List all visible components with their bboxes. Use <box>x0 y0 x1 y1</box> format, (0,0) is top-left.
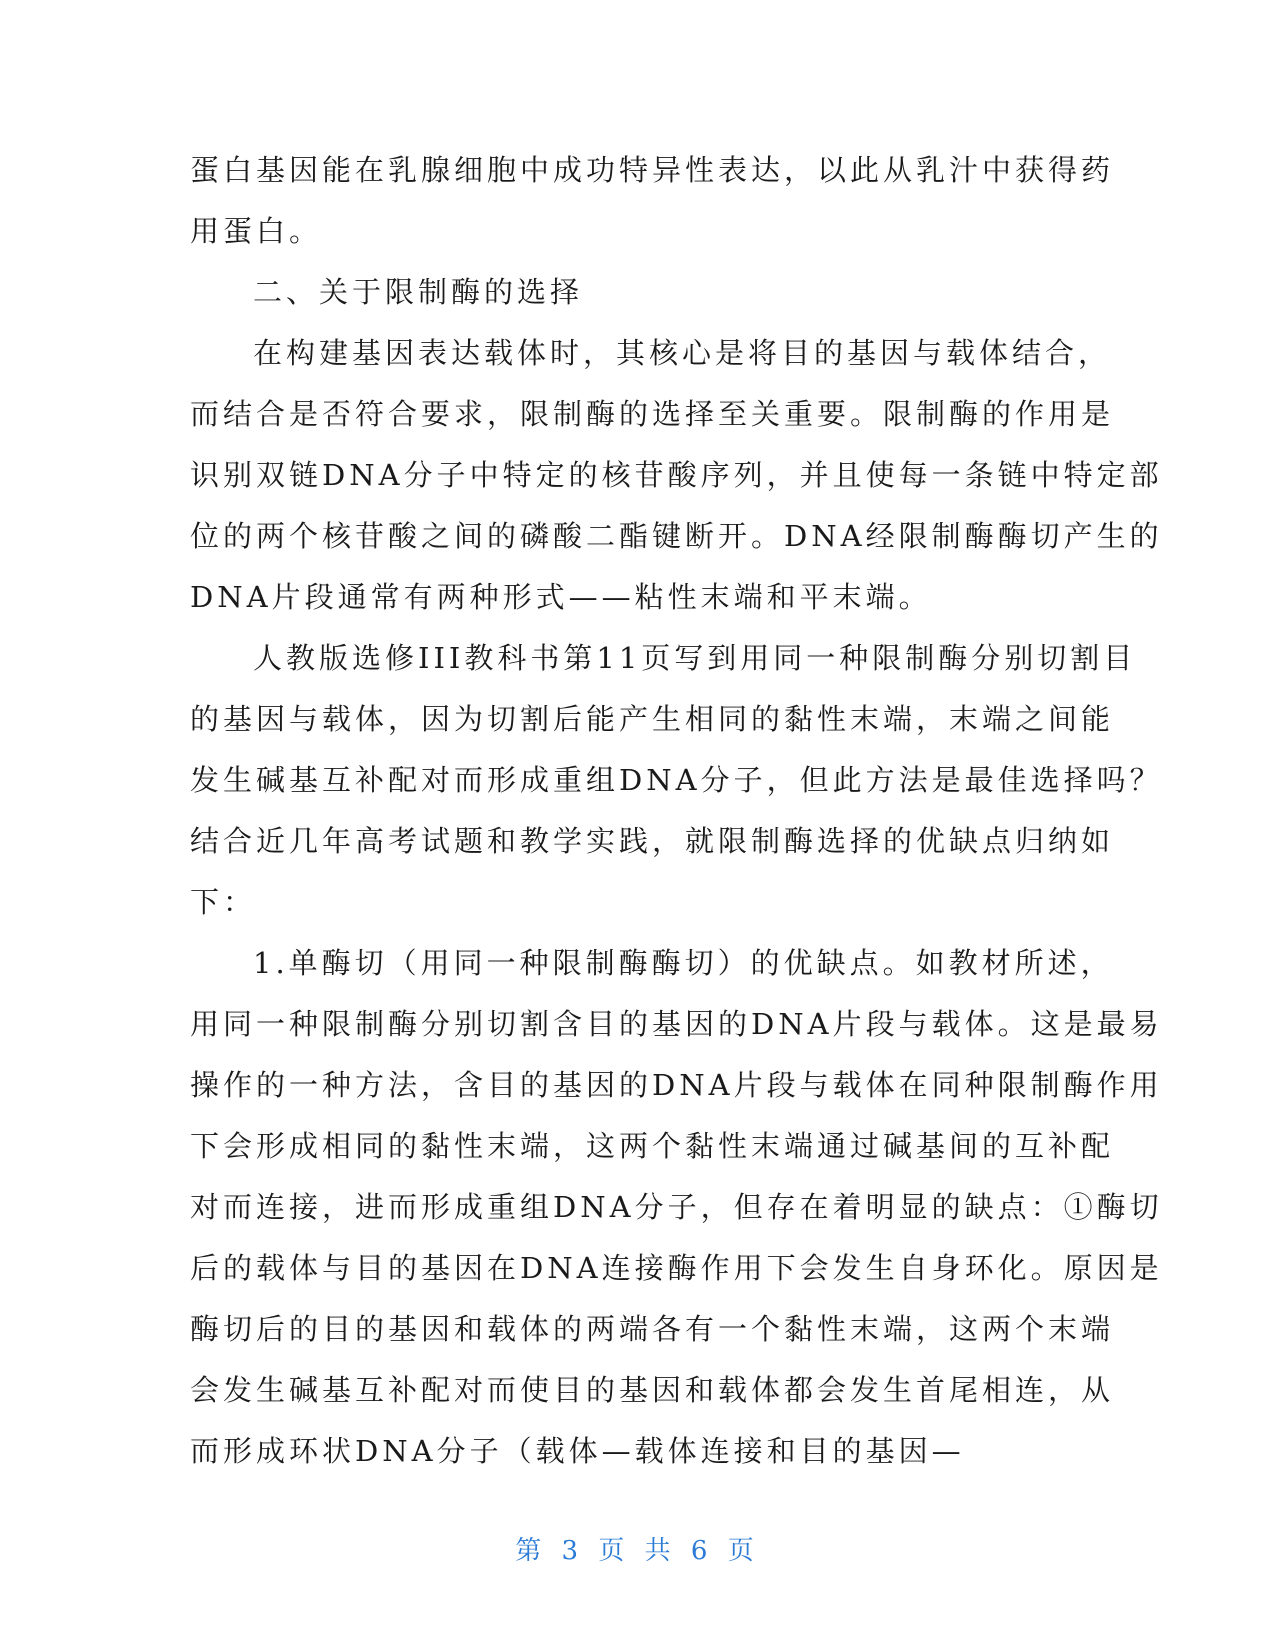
text-line: 结合近几年高考试题和教学实践，就限制酶选择的优缺点归纳如 <box>190 824 1115 858</box>
text-line: 会发生碱基互补配对而使目的基因和载体都会发生首尾相连，从 <box>190 1373 1115 1407</box>
text-line: 对而连接，进而形成重组DNA分子，但存在着明显的缺点：①酶切 <box>190 1190 1163 1224</box>
text-line: 操作的一种方法，含目的基因的DNA片段与载体在同种限制酶作用 <box>190 1068 1163 1102</box>
document-body <box>190 140 1163 1482</box>
text-line: 而结合是否符合要求，限制酶的选择至关重要。限制酶的作用是 <box>190 397 1115 431</box>
text-line: 发生碱基互补配对而形成重组DNA分子，但此方法是最佳选择吗？ <box>190 763 1163 797</box>
text-line: 用蛋白。 <box>190 214 323 248</box>
text-line: 的基因与载体，因为切割后能产生相同的黏性末端，末端之间能 <box>190 702 1115 736</box>
text-line: 位的两个核苷酸之间的磷酸二酯键断开。DNA经限制酶酶切产生的 <box>190 519 1163 553</box>
text-line: 下会形成相同的黏性末端，这两个黏性末端通过碱基间的互补配 <box>190 1129 1115 1163</box>
text-line: 1.单酶切（用同一种限制酶酶切）的优缺点。如教材所述， <box>253 946 1114 980</box>
section-heading: 二、关于限制酶的选择 <box>253 275 584 309</box>
text-line: 人教版选修III教科书第11页写到用同一种限制酶分别切割目 <box>253 641 1137 675</box>
text-line: 下： <box>190 885 257 919</box>
text-line: 在构建基因表达载体时，其核心是将目的基因与载体结合， <box>253 336 1112 370</box>
text-line: 识别双链DNA分子中特定的核苷酸序列，并且使每一条链中特定部 <box>190 458 1163 492</box>
text-line: 用同一种限制酶分别切割含目的基因的DNA片段与载体。这是最易 <box>190 1007 1163 1041</box>
text-line: DNA片段通常有两种形式——粘性末端和平末端。 <box>190 580 932 614</box>
page-number-footer: 第 3 页 共 6 页 <box>515 1536 760 1566</box>
text-line: 而形成环状DNA分子（载体—载体连接和目的基因— <box>190 1434 965 1468</box>
text-line: 酶切后的目的基因和载体的两端各有一个黏性末端，这两个末端 <box>190 1312 1115 1346</box>
text-line: 后的载体与目的基因在DNA连接酶作用下会发生自身环化。原因是 <box>190 1251 1163 1285</box>
text-line: 蛋白基因能在乳腺细胞中成功特异性表达，以此从乳汁中获得药 <box>190 153 1115 187</box>
